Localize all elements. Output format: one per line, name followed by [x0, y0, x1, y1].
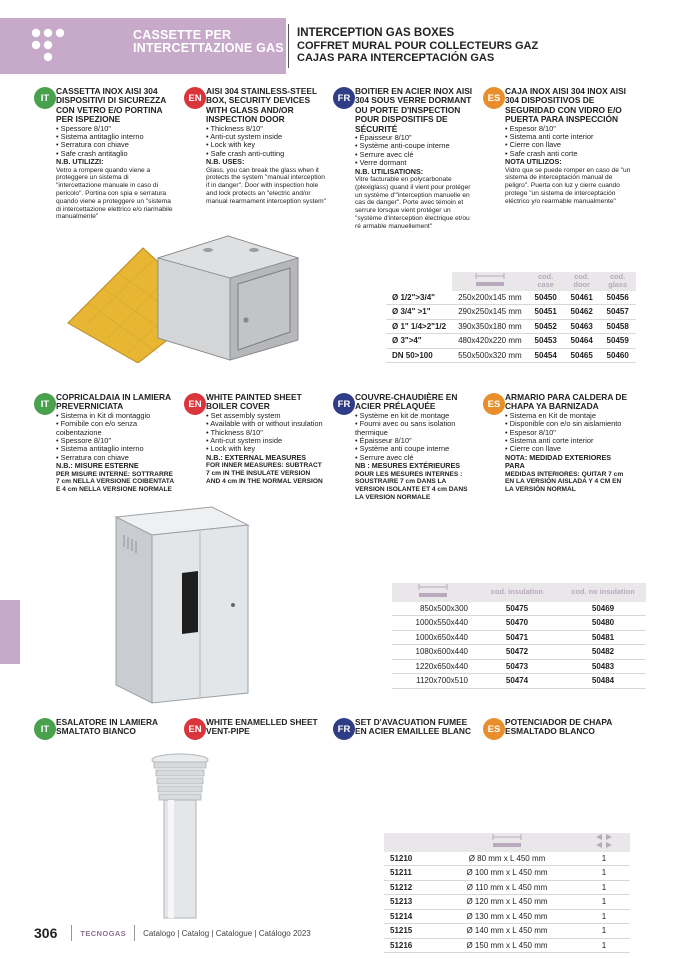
qty-cell: 1 — [578, 866, 630, 881]
lang-badge-fr: FR — [333, 87, 355, 109]
s1-es-nb: NOTA UTILIZOS: — [505, 157, 562, 167]
dim-cell: 850x500x300 — [392, 602, 474, 616]
bullet: • Sistema anti corte interior — [505, 437, 631, 445]
code-cell: 51212 — [384, 880, 436, 895]
dimension-icon — [452, 272, 528, 291]
lang-badge-it: IT — [34, 718, 56, 740]
code-cell: 50457 — [600, 305, 636, 320]
page-footer — [34, 925, 311, 941]
lang-badge-it: IT — [34, 393, 56, 415]
brand-logo: TECNOGAS — [80, 928, 127, 938]
bullet: • Sistema antitaglio interno — [56, 445, 174, 453]
s2-it-nb: N.B.: MISURE ESTERNE — [56, 461, 139, 471]
code-cell: 50460 — [600, 348, 636, 363]
s1-fr-nb: N.B. UTILISATIONS: — [355, 166, 424, 176]
dots-logo-icon — [22, 24, 70, 68]
code-cell: 50464 — [564, 334, 600, 349]
s2-code-table — [392, 583, 646, 689]
lang-badge-en: EN — [184, 87, 206, 109]
s1-fr-title: BOITIER EN ACIER INOX AISI 304 SOUS VERRE DORMANT OU PORTE D'INSPECTION POUR DISPOSITIFS DE SÉCURITÉ — [355, 86, 473, 134]
qty-cell: 1 — [578, 924, 630, 939]
bullet: • Sistema antitaglio interno — [56, 133, 174, 141]
code-cell: 50453 — [528, 334, 564, 349]
lang-badge-it: IT — [34, 87, 56, 109]
s2-fr-title: COUVRE-CHAUDIÈRE EN ACIER PRÉLAQUÉE — [355, 392, 458, 412]
bullet: • Espesor 8/10" — [505, 429, 631, 437]
dimension-icon — [436, 833, 578, 852]
s2-it-block — [34, 393, 174, 494]
s2-fr-note: POUR LES MESURES INTERNES : SOUSTRAIRE 7 cm DANS LA VERSION ISOLANTE ET 4 cm DANS LA VERSION NORMALE — [355, 470, 468, 502]
s1-es-bullets — [505, 125, 631, 159]
table-row — [386, 348, 636, 363]
qty-cell: 1 — [578, 852, 630, 866]
table-row — [386, 319, 636, 334]
lang-badge-es: ES — [483, 393, 505, 415]
bullet: • Spessore 8/10" — [56, 125, 174, 133]
bullet: • Sistema en Kit de montaje — [505, 412, 631, 420]
dim-cell: 480x420x220 mm — [452, 334, 528, 349]
table-row — [392, 674, 646, 689]
bullet: • Sistema anti corte interior — [505, 133, 631, 141]
dim-cell: 1000x550x440 — [392, 616, 474, 631]
vent-pipe-image — [140, 752, 220, 920]
s2-it-note: PER MISURE INTERNE: SOTTRARRE 7 cm NELLA VERSIONE COIBENTATA E 4 cm NELLA VERSIONE NORMALE — [56, 470, 174, 494]
size-cell: Ø 1/2">3/4" — [386, 291, 452, 305]
size-cell: Ø 3/4" >1" — [386, 305, 452, 320]
dim-cell: 1120x700x510 — [392, 674, 474, 689]
bullet: • Spessore 8/10" — [56, 437, 174, 445]
table-row — [392, 630, 646, 645]
col-header-door: cod. door — [564, 272, 600, 291]
qty-cell: 1 — [578, 909, 630, 924]
s1-es-title: CAJA INOX AISI 304 INOX AISI 304 DISPOSITIVOS DE SEGURIDAD CON VIDRO E/O PUERTA PARA INSPECCIÓN — [505, 86, 627, 125]
header-title-en: INTERCEPTION GAS BOXES — [297, 27, 455, 39]
bullet: • Serratura con chiave — [56, 141, 174, 149]
dim-cell: Ø 80 mm x L 450 mm — [436, 852, 578, 866]
stainless-box-image — [58, 228, 308, 363]
s2-es-block — [483, 393, 631, 494]
s3-fr-block — [333, 718, 477, 737]
code-cell: 50459 — [600, 334, 636, 349]
package-qty-icon — [578, 833, 630, 852]
code-cell: 50481 — [560, 630, 646, 645]
catalog-label: Catalogo | Catalog | Catalogue | Catálogo 2023 — [143, 928, 311, 938]
code-cell: 50475 — [474, 602, 560, 616]
s3-code-table — [384, 833, 630, 953]
dimension-icon — [392, 583, 474, 602]
table-header-row — [384, 833, 630, 852]
side-tab-marker — [0, 600, 20, 664]
table-row — [392, 602, 646, 616]
bullet: • Safe crash anti-cutting — [206, 150, 326, 158]
code-cell: 50484 — [560, 674, 646, 689]
s1-en-note: Glass, you can break the glass when it protects the system "manual interception if in danger". Door with inspection hole and lock protects an "electric and/or manual rearmament interception system" — [206, 166, 326, 205]
table-row — [384, 866, 630, 881]
bullet: • Set assembly system — [206, 412, 326, 420]
table-row — [386, 334, 636, 349]
code-cell: 50454 — [528, 348, 564, 363]
s3-it-block — [34, 718, 174, 737]
size-cell: Ø 3">4" — [386, 334, 452, 349]
dim-cell: 250x200x145 mm — [452, 291, 528, 305]
s3-es-block — [483, 718, 631, 737]
s3-fr-title: SET D'AVACUATION FUMEE EN ACIER EMAILLEE BLANC — [355, 717, 472, 737]
s1-it-title: CASSETTA INOX AISI 304 DISPOSITIVI DI SICUREZZA CON VETRO E/O PORTINA PER ISPEZIONE — [56, 86, 166, 125]
header-title-line1: CASSETTE PER — [133, 28, 232, 42]
bullet: • Verre dormant — [355, 159, 477, 167]
dim-cell: 1080x600x440 — [392, 645, 474, 660]
bullet: • Système en kit de montage — [355, 412, 477, 420]
size-cell: Ø 1" 1/4>2"1/2 — [386, 319, 452, 334]
bullet: • Cierre con llave — [505, 141, 631, 149]
s2-fr-block — [333, 393, 477, 502]
table-row — [386, 291, 636, 305]
s1-en-block — [184, 87, 326, 206]
s2-it-bullets — [56, 412, 174, 462]
dim-cell: Ø 130 mm x L 450 mm — [436, 909, 578, 924]
s3-it-title: ESALATORE IN LAMIERA SMALTATO BIANCO — [56, 717, 158, 737]
bullet: • Safe crash antitaglio — [56, 150, 174, 158]
dim-cell: 390x350x180 mm — [452, 319, 528, 334]
lang-badge-fr: FR — [333, 718, 355, 740]
s2-es-title: ARMARIO PARA CALDERA DE CHAPA YA BARNIZADA — [505, 392, 628, 412]
code-cell: 50463 — [564, 319, 600, 334]
bullet: • Thickness 8/10" — [206, 125, 326, 133]
bullet: • Épaisseur 8/10" — [355, 134, 477, 142]
code-cell: 51214 — [384, 909, 436, 924]
s1-fr-block — [333, 87, 477, 231]
code-cell: 50451 — [528, 305, 564, 320]
bullet: • Système anti-coupe interne — [355, 142, 477, 150]
s2-en-note: FOR INNER MEASURES: SUBTRACT 7 cm IN THE INSULATE VERSION AND 4 cm IN THE NORMAL VERSION — [206, 462, 323, 485]
s2-it-title: COPRICALDAIA IN LAMIERA PREVERNICIATA — [56, 392, 171, 412]
dim-cell: Ø 100 mm x L 450 mm — [436, 866, 578, 881]
code-cell: 50452 — [528, 319, 564, 334]
s2-fr-bullets — [355, 412, 477, 462]
code-cell: 50465 — [564, 348, 600, 363]
bullet: • Serratura con chiave — [56, 454, 174, 462]
footer-divider — [134, 925, 135, 941]
header-titles-multilang — [297, 27, 538, 65]
s3-es-title: POTENCIADOR DE CHAPA ESMALTADO BLANCO — [505, 717, 613, 737]
dim-cell: Ø 110 mm x L 450 mm — [436, 880, 578, 895]
bullet: • Anti-cut system inside — [206, 133, 326, 141]
bullet: • Sistema in Kit di montaggio — [56, 412, 174, 420]
lang-badge-en: EN — [184, 393, 206, 415]
s2-en-block — [184, 393, 326, 486]
code-cell: 51215 — [384, 924, 436, 939]
qty-cell: 1 — [578, 895, 630, 910]
qty-cell: 1 — [578, 938, 630, 953]
code-cell: 50480 — [560, 616, 646, 631]
dim-cell: Ø 150 mm x L 450 mm — [436, 938, 578, 953]
s1-en-title: AISI 304 STAINLESS-STEEL BOX, SECURITY DEVICES WITH GLASS AND/OR INSPECTION DOOR — [206, 86, 317, 125]
s3-en-block — [184, 718, 326, 737]
table-row — [384, 938, 630, 953]
code-cell: 50469 — [560, 602, 646, 616]
code-cell: 51213 — [384, 895, 436, 910]
code-cell: 50456 — [600, 291, 636, 305]
s1-it-nb: N.B. UTILIZZI: — [56, 157, 104, 167]
code-cell: 51216 — [384, 938, 436, 953]
bullet: • Safe crash anti corte — [505, 150, 631, 158]
header-title-fr: COFFRET MURAL POUR COLLECTEURS GAZ — [297, 39, 539, 52]
s2-fr-nb: NB : MESURES EXTÉRIEURES — [355, 461, 461, 471]
header-title-es: CAJAS PARA INTERCEPTACIÓN GAS — [297, 52, 495, 65]
code-cell: 50450 — [528, 291, 564, 305]
col-header-no-insulation: cod. no insulation — [560, 583, 646, 602]
col-header-glass: cod. glass — [600, 272, 636, 291]
size-cell: DN 50>100 — [386, 348, 452, 363]
s1-es-note: Vidro que se puede romper en caso de "un sistema de interceptación manual de peligro". Puerta con luz y cierre cuando protege "un sistema de interceptación eléctrico y/o rearmable manualmente" — [505, 166, 631, 205]
code-cell: 50483 — [560, 659, 646, 674]
table-row — [384, 895, 630, 910]
boiler-cover-image — [108, 505, 258, 705]
s2-es-bullets — [505, 412, 631, 454]
s1-it-bullets — [56, 125, 174, 159]
dim-cell: 1000x650x440 — [392, 630, 474, 645]
bullet: • Cierre con llave — [505, 445, 631, 453]
bullet: • Fornibile con e/o senza coibentazione — [56, 420, 174, 437]
header-title-it — [133, 29, 284, 55]
s2-en-title: WHITE PAINTED SHEET BOILER COVER — [206, 392, 302, 412]
s1-fr-bullets — [355, 134, 477, 168]
bullet: • Épaisseur 8/10" — [355, 437, 477, 445]
dim-cell: Ø 120 mm x L 450 mm — [436, 895, 578, 910]
qty-cell: 1 — [578, 880, 630, 895]
code-cell: 50462 — [564, 305, 600, 320]
s2-en-nb: N.B.: EXTERNAL MEASURES — [206, 452, 307, 462]
code-cell: 50458 — [600, 319, 636, 334]
col-header-insulation: cod. insulation — [474, 583, 560, 602]
bullet: • Lock with key — [206, 445, 326, 453]
dim-cell: 1220x650x440 — [392, 659, 474, 674]
s2-es-nb: NOTA: MEDIDAD EXTERIORES PARA — [505, 452, 612, 471]
dim-cell: Ø 140 mm x L 450 mm — [436, 924, 578, 939]
s1-en-nb: N.B. USES: — [206, 157, 245, 167]
table-row — [384, 880, 630, 895]
page-number: 306 — [34, 925, 58, 941]
code-cell: 50471 — [474, 630, 560, 645]
code-cell: 50461 — [564, 291, 600, 305]
s2-en-bullets — [206, 412, 326, 454]
s1-fr-note: Vitre facturable en polycarbonate (plexiglass) quand il vient pour protéger un système d'"interception manuelle en cas de danger". Porte avec témoin et serrure lorsque vient protéger un "système d'interception électrique et/ou ré armable manuellement" — [355, 176, 471, 230]
header-divider — [288, 24, 289, 68]
s2-es-note: MEDIDAS INTERIORES: QUITAR 7 cm EN LA VERSIÓN AISLADA Y 4 CM EN LA VERSIÓN NORMAL — [505, 470, 624, 494]
table-row — [384, 909, 630, 924]
lang-badge-es: ES — [483, 718, 505, 740]
dim-cell: 290x250x145 mm — [452, 305, 528, 320]
lang-badge-en: EN — [184, 718, 206, 740]
bullet: • Système anti coupe interne — [355, 445, 477, 453]
s1-en-bullets — [206, 125, 326, 159]
s1-code-table — [386, 272, 636, 363]
code-cell: 50470 — [474, 616, 560, 631]
bullet: • Fourni avec ou sans isolation thermique — [355, 420, 477, 437]
table-header-row — [386, 272, 636, 291]
lang-badge-fr: FR — [333, 393, 355, 415]
bullet: • Espesor 8/10" — [505, 125, 631, 133]
code-cell: 50482 — [560, 645, 646, 660]
s3-en-title: WHITE ENAMELLED SHEET VENT-PIPE — [206, 717, 318, 737]
bullet: • Disponible con e/o sin aislamiento — [505, 420, 631, 428]
table-row — [392, 616, 646, 631]
bullet: • Thickness 8/10" — [206, 429, 326, 437]
code-cell: 50472 — [474, 645, 560, 660]
footer-divider — [71, 925, 72, 941]
bullet: • Lock with key — [206, 141, 326, 149]
bullet: • Serrure avec clé — [355, 151, 477, 159]
code-cell: 50473 — [474, 659, 560, 674]
lang-badge-es: ES — [483, 87, 505, 109]
header-title-line2: INTERCETTAZIONE GAS — [133, 41, 284, 55]
code-cell: 51210 — [384, 852, 436, 866]
table-row — [386, 305, 636, 320]
bullet: • Anti-cut system inside — [206, 437, 326, 445]
code-cell: 51211 — [384, 866, 436, 881]
table-row — [384, 924, 630, 939]
dim-cell: 550x500x320 mm — [452, 348, 528, 363]
code-cell: 50474 — [474, 674, 560, 689]
table-row — [384, 852, 630, 866]
s1-it-note: Vetro a rompere quando viene a proteggere un sistema di "intercettazione manuale in caso di pericolo". Portina con spia e serratura quando viene a proteggere un "sistema di intercettazione elettrico e/o riarmabile manualmente" — [56, 166, 173, 221]
table-row — [392, 659, 646, 674]
table-row — [392, 645, 646, 660]
bullet: • Serrure avec clé — [355, 454, 477, 462]
s1-it-block — [34, 87, 174, 221]
bullet: • Available with or without insulation — [206, 420, 326, 428]
s1-es-block — [483, 87, 631, 206]
table-header-row — [392, 583, 646, 602]
col-header-case: cod. case — [528, 272, 564, 291]
